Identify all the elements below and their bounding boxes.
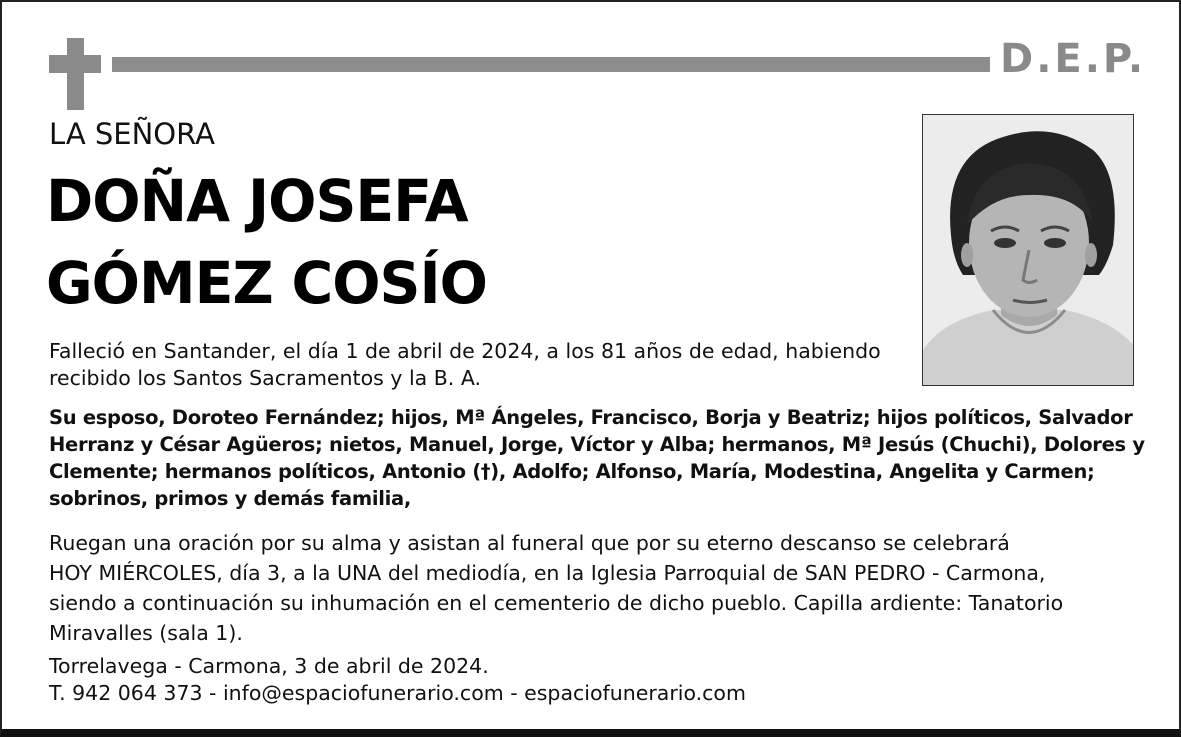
family-line: Su esposo, Doroteo Fernández; hijos, Mª Ángeles, Francisco, Borja y Beatriz; hijos políticos, Salvador xyxy=(49,406,1133,429)
header-rule xyxy=(112,57,990,72)
funeral-line: Miravalles (sala 1). xyxy=(49,621,243,645)
family-line: sobrinos, primos y demás familia, xyxy=(49,487,411,510)
funeral-details xyxy=(49,528,1063,648)
name-line-1: DOÑA JOSEFA xyxy=(46,167,468,235)
funeral-line: HOY MIÉRCOLES, día 3, a la UNA del mediodía, en la Iglesia Parroquial de SAN PEDRO - Carmona, xyxy=(49,561,1046,585)
family-line: Clemente; hermanos políticos, Antonio (†), Adolfo; Alfonso, María, Modestina, Angelita y Carmen; xyxy=(49,460,1095,483)
death-line: Falleció en Santander, el día 1 de abril de 2024, a los 81 años de edad, habiendo xyxy=(49,339,881,363)
deceased-name xyxy=(46,160,487,324)
honorific: LA SEÑORA xyxy=(49,117,215,151)
name-line-2: GÓMEZ COSÍO xyxy=(46,249,488,317)
death-line: recibido los Santos Sacramentos y la B. A. xyxy=(49,366,482,390)
funeral-line: siendo a continuación su inhumación en el cementerio de dicho pueblo. Capilla ardiente: Tanatorio xyxy=(49,591,1064,615)
death-announcement xyxy=(49,338,881,392)
footer-info xyxy=(49,653,746,707)
dep-label: D.E.P. xyxy=(1000,36,1147,82)
place-date: Torrelavega - Carmona, 3 de abril de 2024. xyxy=(49,654,489,678)
deceased-photo xyxy=(922,114,1134,386)
funeral-line: Ruegan una oración por su alma y asistan al funeral que por su eterno descanso se celebrará xyxy=(49,531,1010,555)
family-line: Herranz y César Agüeros; nietos, Manuel, Jorge, Víctor y Alba; hermanos, Mª Jesús (Chuchi), Dolores y xyxy=(49,433,1145,456)
family-list xyxy=(49,404,1145,512)
contact-info: T. 942 064 373 - info@espaciofunerario.com - espaciofunerario.com xyxy=(49,681,746,705)
cross-icon xyxy=(49,38,101,110)
